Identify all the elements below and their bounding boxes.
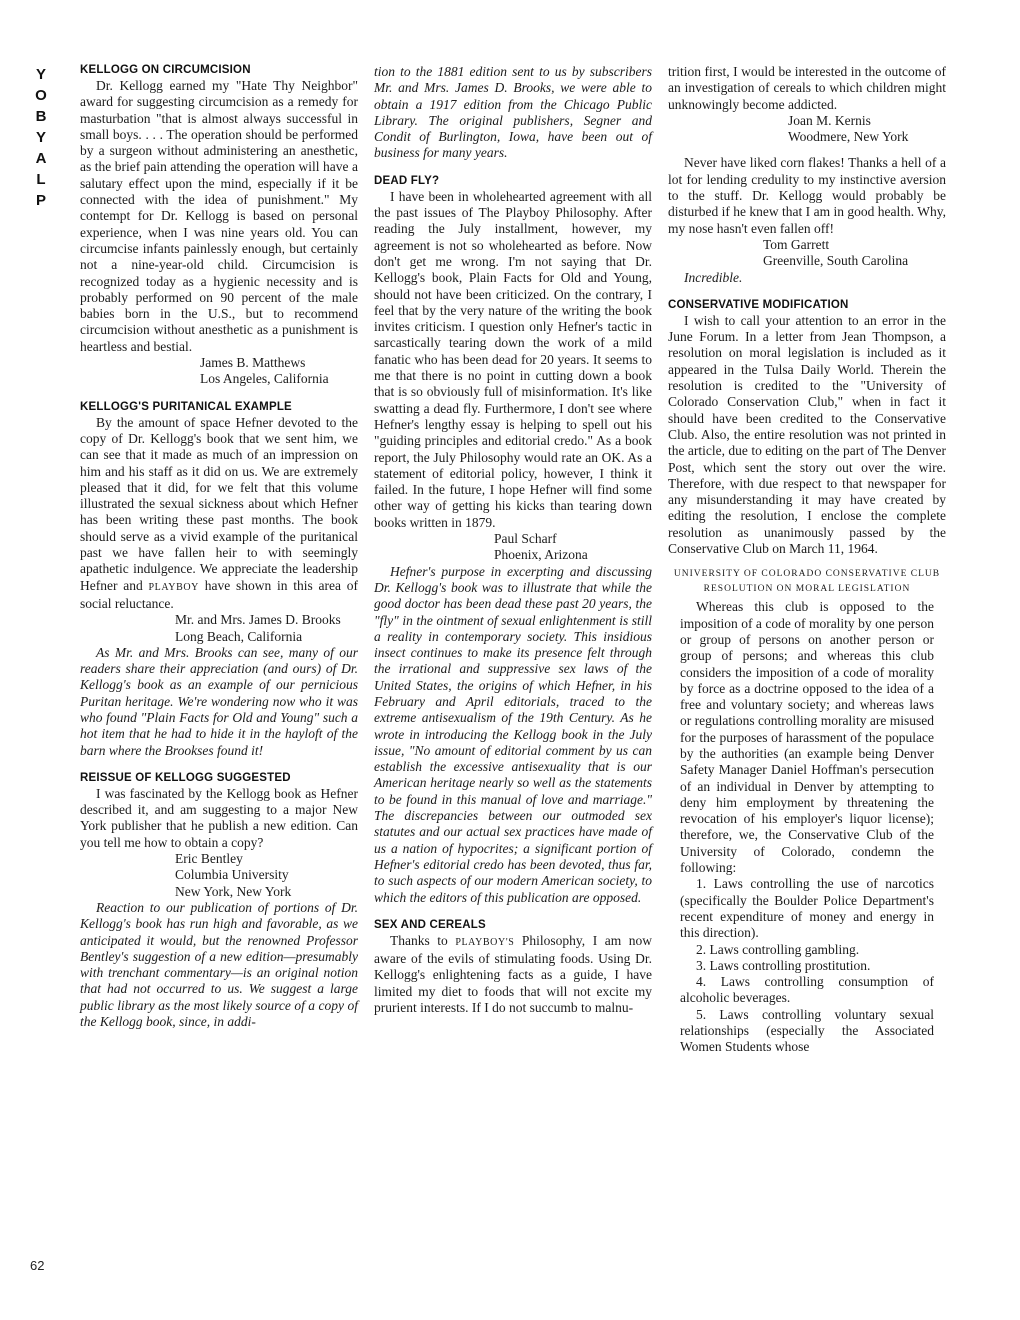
letter-body: I wish to call your attention to an error in the June Forum. In a letter from Jean Thompson, a resolution on moral legislation is included as it appeared in the Tulsa Daily World. Therein the resolution is credited to the "University of Colorado Conservation Club," when in fact it should have been credited to the Conservative Club. Also, the entire resolution was not printed in the article, due to editing on the part of The Denver Post, which sent the story out over the wire. Therefore, with due respect to that newspaper for any misunderstanding it may have created by editing the resolution, I enclose the complete resolution as unanimously passed by the Conservative Club on March 11, 1964.	[668, 312, 946, 557]
letter-body-continued: trition first, I would be interested in the outcome of an investigation of cereals to which children might unknowingly become addicted.	[668, 64, 946, 112]
masthead-letter: P	[35, 192, 46, 209]
editor-reply: Incredible.	[684, 269, 743, 285]
letter-body: Dr. Kellogg earned my "Hate Thy Neighbor" award for suggesting circumcision as a remedy for masturbation "that is almost always successful in small boys. . . . The operation should be performed by a surgeon without administering an anesthetic, as the brief pain attending the operation will have a salutary effect upon the mind, especially if it be connected with the idea of punishment." My contempt for Dr. Kellogg is based on personal experience, when I was nine years old. You can circumcise infants painlessly enough, but certainly not a nine-year-old child. Circumcision is recognized today as a hygienic necessity and is probably performed on 90 percent of the male babies born in the U.S., but to recommend circumcision without anesthetic as a punishment is heartless and bestial.	[80, 78, 358, 354]
letter-signature: Tom Garrett Greenville, South Carolina	[763, 236, 909, 269]
masthead-letter: B	[35, 108, 47, 125]
letter-heading: REISSUE OF KELLOGG SUGGESTED	[80, 771, 291, 784]
letter-body: I was fascinated by the Kellogg book as Hefner described it, and am suggesting to a major New York publisher that he publish a new edition. Can you tell me how to obtain a copy?	[80, 785, 358, 850]
letter-heading: KELLOGG'S PURITANICAL EXAMPLE	[80, 400, 292, 413]
editor-reply: Reaction to our publication of portions of Dr. Kellogg's book has run high and favorable, as we anticipated it would, but the renowned Professor Bentley's suggestion of a new edition—presumably with trenchant commentary—is an original notion that had not occurred to us. We suggest a large public library as the most likely source of a copy of the Kellogg book, since, in addi-	[80, 899, 358, 1030]
resolution-item: 1. Laws controlling the use of narcotics (specifically the Boulder Police Department's recent expenditure of money and energy in this direction).	[680, 876, 934, 941]
magazine-name-smallcaps: PLAYBOY'S	[455, 936, 515, 948]
letter-signature: Mr. and Mrs. James D. Brooks Long Beach, California	[175, 612, 341, 644]
letter-heading: KELLOGG ON CIRCUMCISION	[80, 64, 251, 76]
letter-signature: James B. Matthews Los Angeles, California	[200, 355, 329, 387]
letter-body	[80, 415, 358, 613]
letter-body: I have been in wholehearted agreement with all the past issues of The Playboy Philosophy. After reading the July installment, however, my agreement is not so wholehearted as before. Now don't get me wrong. I'm not saying that Dr. Kellogg's book, Plain Facts for Old and Young, should not have been criticized. On the contrary, I feel that by the very nature of the writing the book invites criticism. I question only Hefner's tactic in sarcastically tearing down the work of a mild fanatic who has been dead for 20 years. It seems to me that there is no point in cutting down a book that is so obviously full of misinformation. It's like swatting a dead fly. Furthermore, I don't see where Hefner's lengthy essay is helping to spell out his "guiding principles and editorial credo." As a book report, the July Philosophy would rate an OK. As a statement of editorial policy, however, I think it failed. In the future, I hope Hefner will find some other way of getting his kicks than tearing down books written in 1879.	[374, 188, 652, 530]
masthead-letter: Y	[35, 66, 46, 83]
resolution-title: UNIVERSITY OF COLORADO CONSERVATIVE CLUB RESOLUTION ON MORAL LEGISLATION	[673, 569, 941, 595]
resolution-body: Whereas this club is opposed to the imposition of a code of morality by one person or group of persons on another person or group of persons; and whereas this club considers the imposition of a code of morality by force as a doctrine opposed to the idea of a free and voluntary society; and whereas laws or regulations controlling morality are misused for the purposes of harassment of the populace by the authorities (an example being Denver Safety Manager Daniel Hoffman's persecution of an individual in Denver by attempting to deny him employment by threatening the revocation of his employer's liquor license); therefore, we, the Conservative Club of the University of Colorado, condemn the following:	[680, 599, 934, 876]
column-1	[80, 64, 358, 1030]
resolution-item: 3. Laws controlling prostitution.	[696, 957, 871, 973]
letter-body: Never have liked corn flakes! Thanks a hell of a lot for lending credulity to my instinctive aversion to the stuff. Dr. Kellogg would probably be disturbed if he knew that I am in good health. Why, my nose hasn't even fallen off!	[668, 155, 946, 236]
page-number: 62	[30, 1258, 45, 1273]
letter-heading: SEX AND CEREALS	[374, 918, 486, 931]
resolution-block	[668, 567, 946, 1055]
body-text: Philosophy, I am now aware of the evils of stimulating foods. Using Dr. Kellogg's enlightening facts as a guide, I have limited my diet to foods that will not excite my prurient interests. If I do not succumb to malnu-	[374, 932, 653, 1016]
magazine-name-smallcaps: PLAYBOY	[148, 581, 200, 593]
column-3	[668, 64, 946, 1056]
letter-signature: Joan M. Kernis Woodmere, New York	[788, 112, 909, 145]
masthead-letter: O	[35, 87, 47, 104]
body-text: have shown in this area of social reluctance.	[80, 577, 359, 611]
editor-reply: Hefner's purpose in excerpting and discussing Dr. Kellogg's book was to illustrate that while the good doctor has been dead these past 20 years, the "fly" in the ointment of sexual enlightenment is still a reality in contemporary society. This insidious insect continues to make its presence felt through the irrational and suppressive sex laws of the United States, the origins of which Hefner, in his February and April editorials, traced to the extreme antisexualism of the 19th Century. As he wrote in introducing the Kellogg book in the July issue, "No amount of editorial comment by us can establish the excessive antisexuality that is our American heritage nearly so well as the statements to be found in this manual of love and marriage." The discrepancies between our outmoded sex statutes and our actual sex practices have made of us a nation of hypocrites; a significant portion of Hefner's editorial credo has been devoted, thus far, to such aspects of our modern American society, to which the editors of this publication are opposed.	[374, 563, 652, 905]
masthead-vertical	[30, 66, 52, 213]
column-2	[374, 64, 652, 1016]
resolution-item: 4. Laws controlling consumption of alcoholic beverages.	[680, 974, 934, 1006]
resolution-item: 2. Laws controlling gambling.	[696, 941, 860, 957]
masthead-letter: A	[35, 150, 47, 167]
letter-heading: DEAD FLY?	[374, 174, 440, 187]
editor-reply-continued: tion to the 1881 edition sent to us by subscribers Mr. and Mrs. James D. Brooks, we were able to obtain a 1917 edition from the Chicago Public Library. The original publishers, Segner and Condit of Burlington, Iowa, have been out of business for many years.	[374, 64, 652, 161]
body-text: By the amount of space Hefner devoted to the copy of Dr. Kellogg's book that we sent him, we can see that it made as much of an impression on him and his staff as it did on us. We are extremely pleased that it did, for we felt that this volume illustrated the sexual sickness about which Hefner has been writing these past months. The book should serve as a vivid example of the puritanical past we have fallen heir to with seemingly apathetic indulgence. We appreciate the leadership Hefner and	[80, 414, 358, 593]
letter-body	[374, 933, 652, 1016]
resolution-item: 5. Laws controlling voluntary sexual relationships (especially the Associated Women Students whose	[680, 1006, 934, 1055]
letter-heading: CONSERVATIVE MODIFICATION	[668, 298, 849, 311]
letter-signature: Paul Scharf Phoenix, Arizona	[494, 531, 588, 563]
letter-signature: Eric Bentley Columbia University New York, New York	[175, 851, 292, 899]
masthead-letter: L	[36, 171, 46, 188]
editor-reply: As Mr. and Mrs. Brooks can see, many of our readers share their appreciation (and ours) of Dr. Kellogg's book as an example of our pernicious Puritan heritage. We're wondering now who it was who found "Plain Facts for Old and Young" such a hot item that he had to hide it in the hayloft of the barn where the Brookses found it!	[80, 644, 358, 758]
body-text: Thanks to	[390, 932, 448, 948]
masthead-letter: Y	[35, 129, 46, 146]
